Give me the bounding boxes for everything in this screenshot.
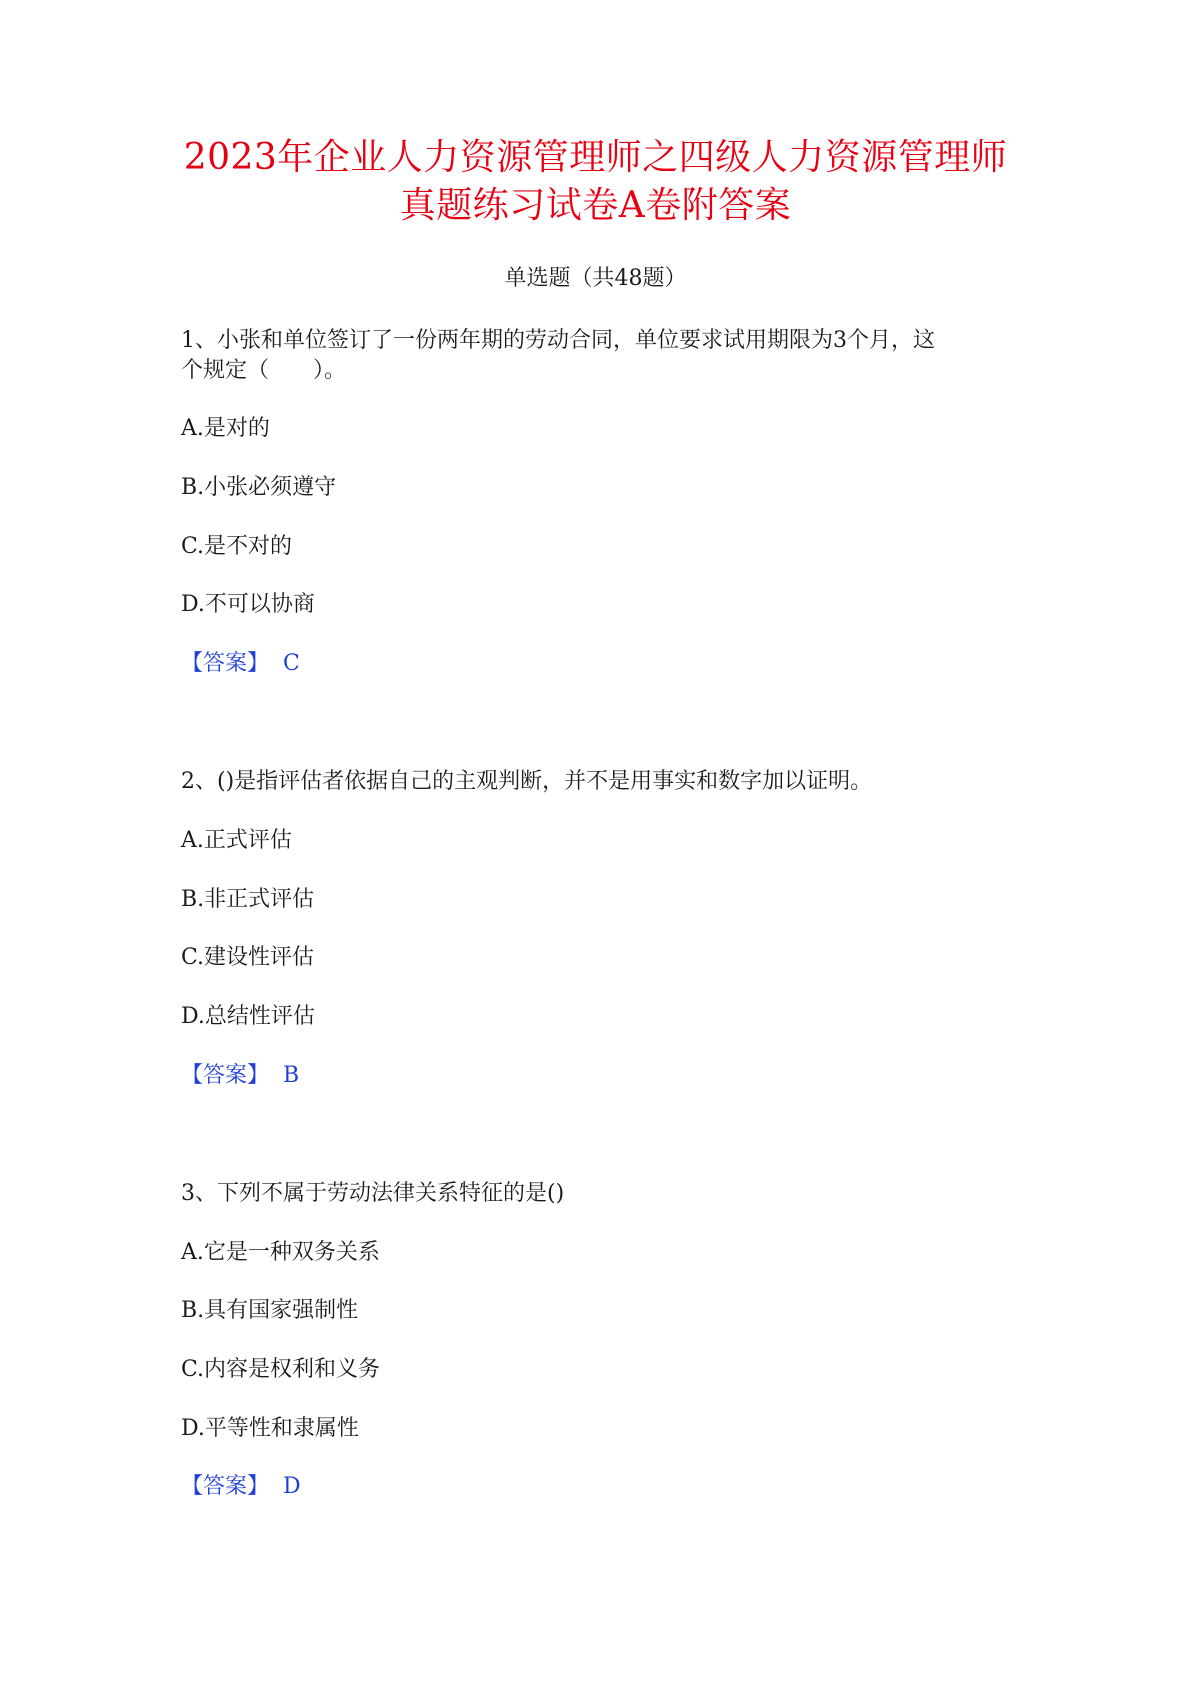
- question-3-option-d: D.平等性和隶属性: [181, 1416, 359, 1441]
- question-3-stem-line1: 3、下列不属于劳动法律关系特征的是(): [181, 1181, 565, 1206]
- question-2-stem-line1: 2、()是指评估者依据自己的主观判断，并不是用事实和数字加以证明。: [181, 769, 873, 794]
- question-1-option-d: D.不可以协商: [181, 592, 315, 617]
- section-heading: 单选题（共48题）: [504, 266, 687, 291]
- question-1-option-c: C.是不对的: [181, 534, 293, 559]
- question-1-stem-line2: 个规定（ ）。: [181, 358, 347, 383]
- answer-label: 【答案】: [181, 1474, 270, 1499]
- question-3-answer: [181, 1472, 301, 1502]
- answer-value: C: [283, 651, 300, 676]
- question-2-option-a: A.正式评估: [181, 828, 292, 853]
- question-2-option-b: B.非正式评估: [181, 887, 315, 912]
- question-2-option-d: D.总结性评估: [181, 1004, 315, 1029]
- question-1-answer: [181, 649, 300, 679]
- question-1-stem-line1: 1、小张和单位签订了一份两年期的劳动合同，单位要求试用期限为3个月，这: [181, 328, 935, 353]
- answer-label: 【答案】: [181, 651, 270, 676]
- question-2-answer: [181, 1061, 299, 1091]
- question-3-option-a: A.它是一种双务关系: [181, 1240, 380, 1265]
- question-1-option-a: A.是对的: [181, 416, 270, 441]
- question-3-option-c: C.内容是权利和义务: [181, 1357, 381, 1382]
- question-2-option-c: C.建设性评估: [181, 945, 315, 970]
- answer-value: B: [283, 1063, 300, 1088]
- question-1-option-b: B.小张必须遵守: [181, 475, 337, 500]
- question-3-option-b: B.具有国家强制性: [181, 1298, 359, 1323]
- answer-label: 【答案】: [181, 1063, 270, 1088]
- answer-value: D: [283, 1474, 301, 1499]
- document-title-line1: 2023年企业人力资源管理师之四级人力资源管理师: [183, 137, 1008, 178]
- document-title-line2: 真题练习试卷A卷附答案: [399, 185, 792, 226]
